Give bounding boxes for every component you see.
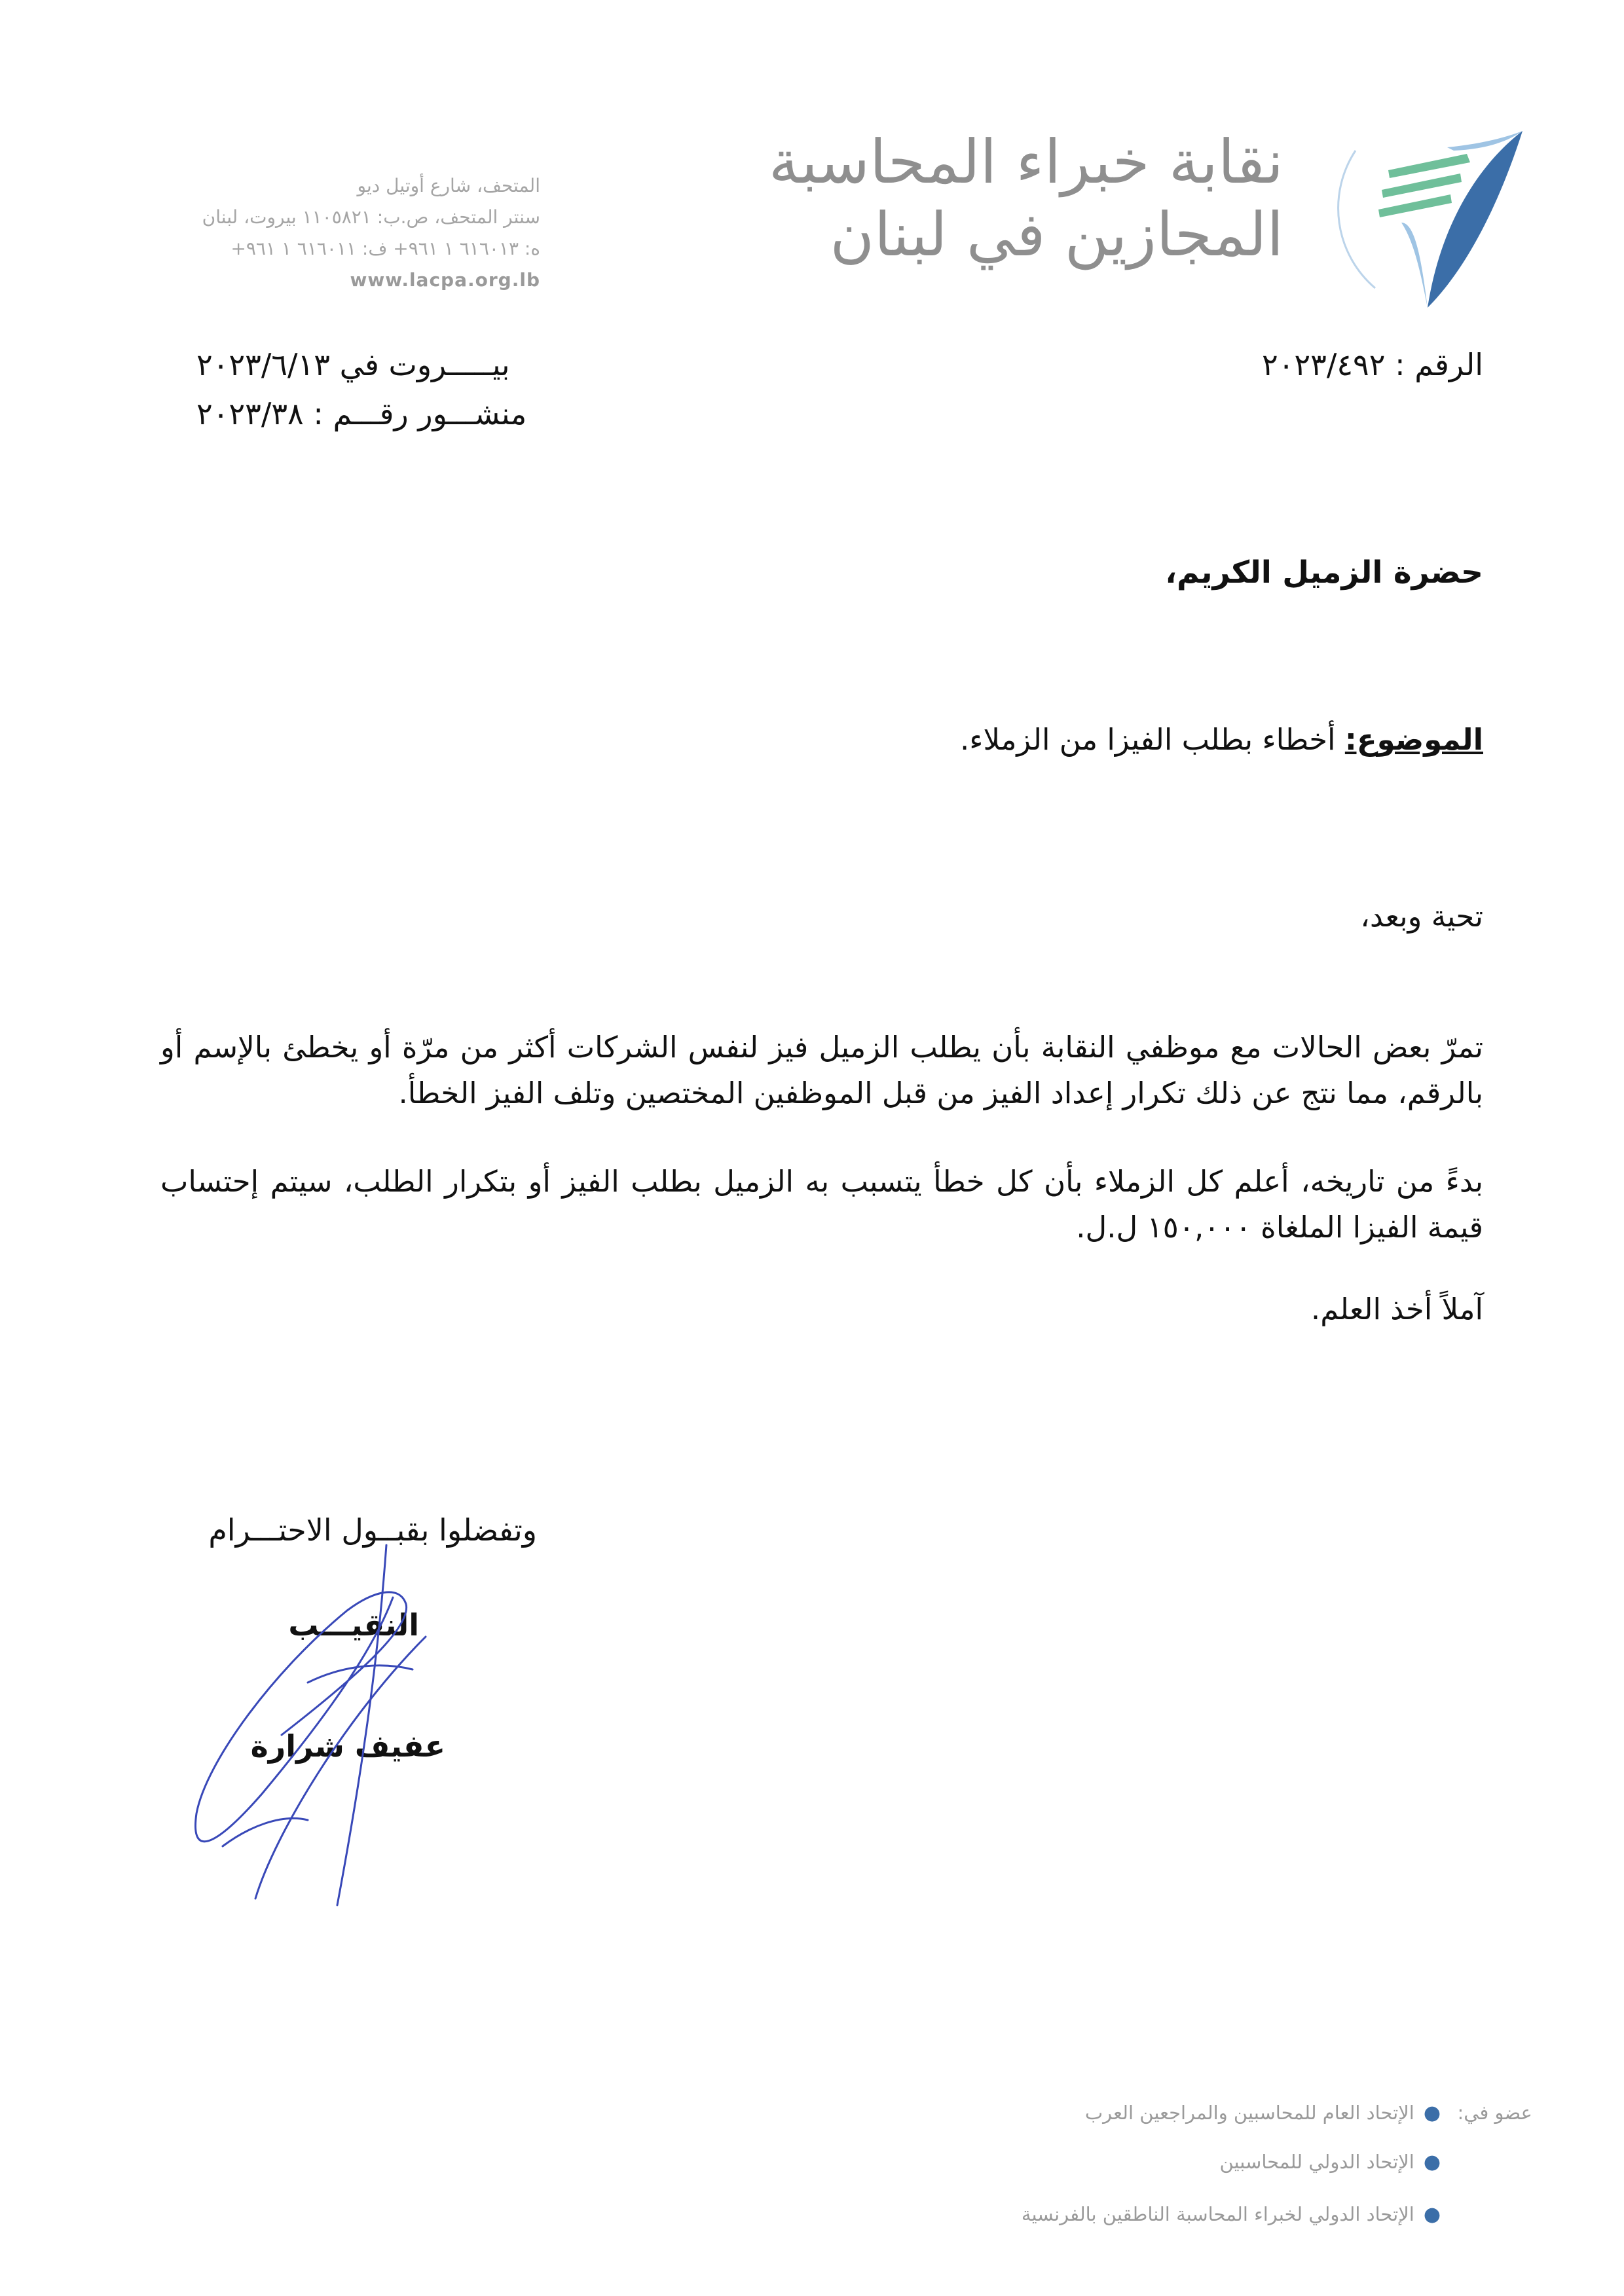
bullet-icon: ● <box>1423 2151 1441 2174</box>
closing-regards: وتفضلوا بقبــول الاحتـــرام <box>208 1512 537 1548</box>
membership-item <box>1085 2102 1441 2124</box>
body-paragraph-1: تمرّ بعض الحالات مع موظفي النقابة بأن يطلب الزميل فيز لنفس الشركات أكثر من مرّة أو يخطئ بالإسم أو بالرقم، مما نتج عن ذلك تكرار إعداد الفيز من قبل الموظفين المختصين وتلف الفيز الخطأ. <box>160 1030 1483 1110</box>
subject-line <box>160 717 1483 763</box>
membership-text: الإتحاد الدولي لخبراء المحاسبة الناطقين بالفرنسية <box>1021 2203 1414 2225</box>
organization-name-line2: المجازين في لبنان <box>830 199 1283 270</box>
contact-block <box>134 170 540 296</box>
subject-text: أخطاء بطلب الفيزا من الزملاء. <box>960 722 1345 757</box>
circular-number: منشـــور رقـــم : ٢٠٢٣/٣٨ <box>196 396 527 431</box>
salutation: حضرة الزميل الكريم، <box>1165 555 1483 591</box>
membership-text: الإتحاد العام للمحاسبين والمراجعين العرب <box>1084 2102 1414 2124</box>
body-paragraph-3: آملاً أخذ العلم. <box>1310 1292 1483 1326</box>
body-paragraph-2: بدءً من تاريخه، أعلم كل الزملاء بأن كل خطأ يتسبب به الزميل بطلب الفيز أو بتكرار الطلب، سيتم إحتساب قيمة الفيزا الملغاة ١٥٠,٠٠٠ ل.ل. <box>160 1164 1483 1245</box>
city-date: بيـــــروت في ٢٠٢٣/٦/١٣ <box>196 347 510 382</box>
membership-item <box>1219 2151 1441 2174</box>
website-link[interactable]: www.lacpa.org.lb <box>350 269 540 291</box>
member-label: عضو في: <box>1457 2102 1532 2124</box>
signer-name: عفيف شرارة <box>250 1728 445 1764</box>
organization-name-line1: نقابة خبراء المحاسبة <box>768 127 1283 197</box>
handwritten-signature-icon <box>177 1519 465 1912</box>
greeting: تحية وبعد، <box>1360 899 1483 934</box>
sail-logo-icon <box>1316 92 1545 321</box>
subject-label: الموضوع: <box>1344 722 1483 757</box>
membership-item <box>1022 2203 1441 2226</box>
po-box: سنتر المتحف، ص.ب: ١١٠٥٨٢١ بيروت، لبنان <box>202 206 540 228</box>
membership-text: الإتحاد الدولي للمحاسبين <box>1219 2151 1414 2173</box>
phone-fax: ه: ٦١٦٠١٣ ١ ٩٦١+ ف: ٦١٦٠١١ ١ ٩٦١+ <box>231 238 540 259</box>
reference-number: الرقم : ٢٠٢٣/٤٩٢ <box>1262 347 1483 382</box>
organization-name <box>768 127 1283 270</box>
address: المتحف، شارع أوتيل ديو <box>357 175 540 196</box>
bullet-icon: ● <box>1423 2203 1441 2226</box>
bullet-icon: ● <box>1423 2102 1441 2124</box>
signer-title: النقيـــب <box>288 1607 419 1643</box>
